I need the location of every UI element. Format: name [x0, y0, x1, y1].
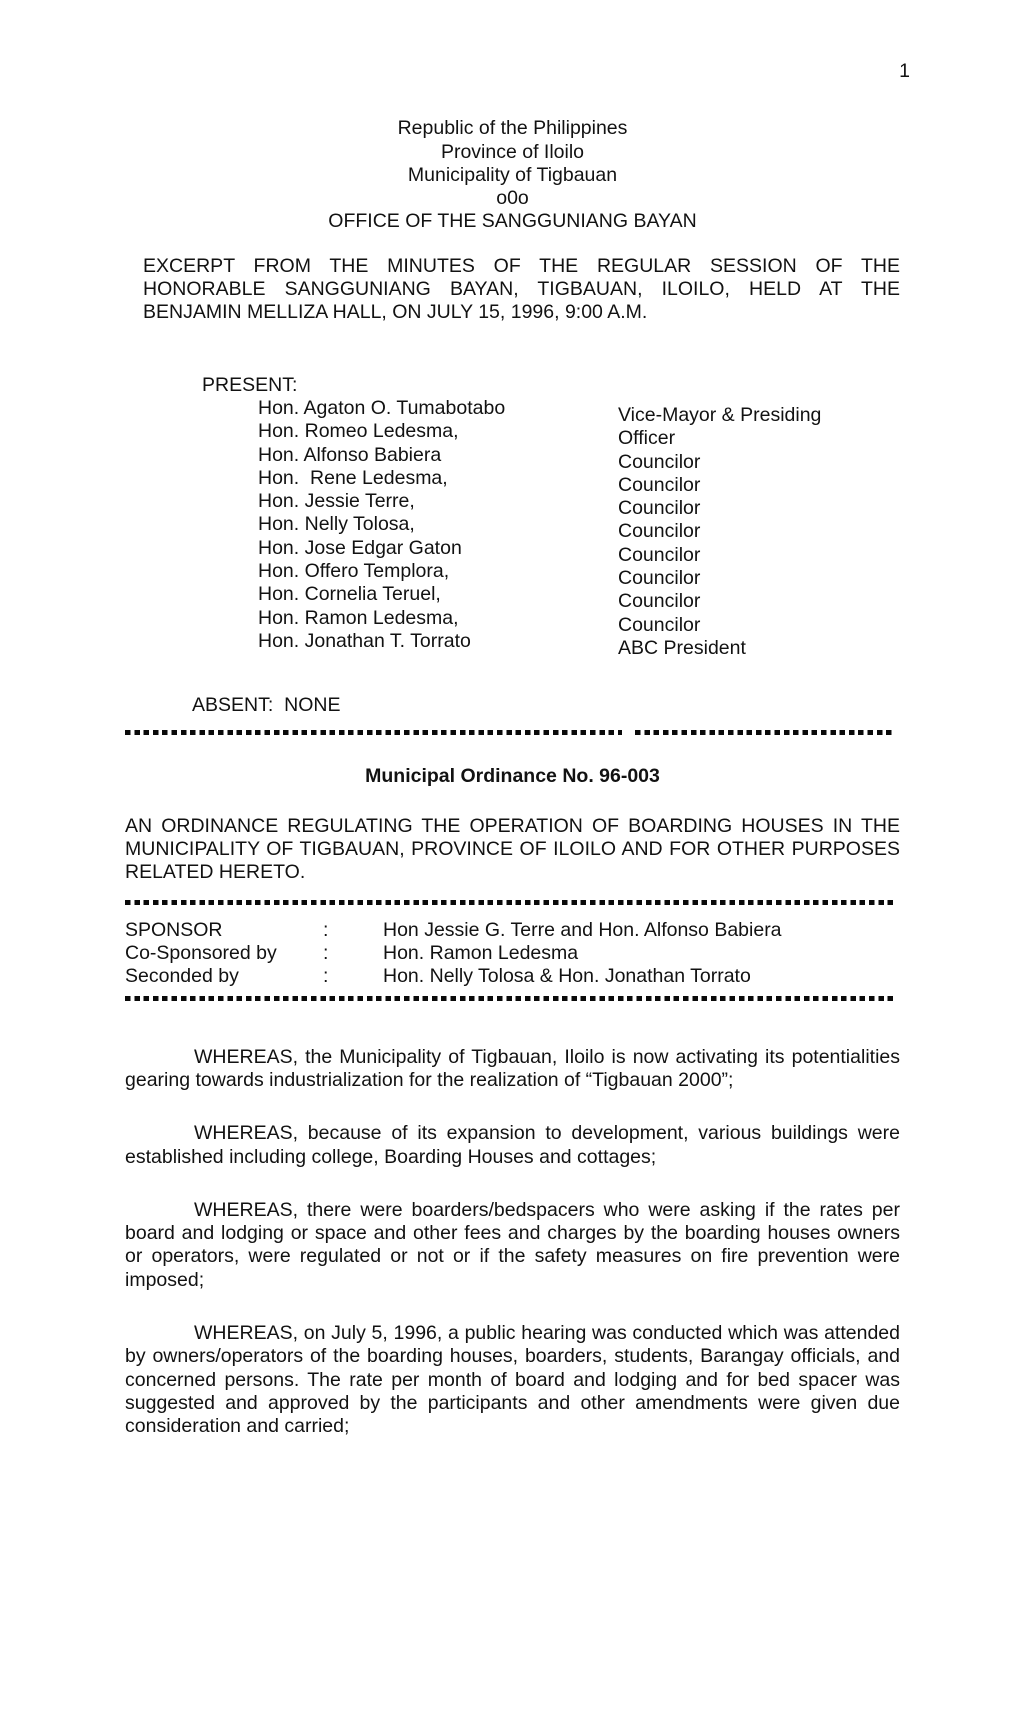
- ordinance-subject: AN ORDINANCE REGULATING THE OPERATION OF BOARDING HOUSES IN THE MUNICIPALITY OF TIGBAUAN, PROVINCE OF ILOILO AND FOR OTHER PURPOSES RELATED HERETO.: [125, 814, 900, 884]
- dashed-segment: [125, 730, 622, 735]
- header-line-province: Province of Iloilo: [440, 140, 585, 163]
- member-title: Councilor: [618, 567, 701, 590]
- document-content: [0, 117, 1023, 1438]
- sponsorship-row: [125, 965, 900, 988]
- member-title: Councilor: [618, 590, 701, 613]
- whereas-paragraph-3: WHEREAS, there were boarders/bedspacers who were asking if the rates per board and lodging or space and other fees and charges by the boarding houses owners or operators, were regulated or not or if the safety measures on fire prevention were imposed;: [125, 1198, 900, 1291]
- attendance-list: [125, 396, 900, 659]
- present-label: PRESENT:: [202, 373, 298, 396]
- member-title: Councilor: [618, 497, 701, 520]
- dashed-separator: [125, 996, 893, 1001]
- excerpt-paragraph: EXCERPT FROM THE MINUTES OF THE REGULAR SESSION OF THE HONORABLE SANGGUNIANG BAYAN, TIGBAUAN, ILOILO, HELD AT THE BENJAMIN MELLIZA HALL, ON JULY 15, 1996, 9:00 A.M.: [143, 254, 900, 324]
- sponsorship-row: [125, 942, 900, 965]
- header-line-ornament: o0o: [496, 187, 529, 210]
- member-title: Vice-Mayor & Presiding: [618, 403, 822, 426]
- member-title: Councilor: [618, 520, 701, 543]
- member-name: Hon. Nelly Tolosa,: [258, 513, 415, 536]
- sponsorship-row: [125, 919, 900, 942]
- member-name: Hon. Agaton O. Tumabotabo: [258, 396, 506, 419]
- member-name: Hon. Jessie Terre,: [258, 490, 415, 513]
- page-number: 1: [899, 60, 910, 82]
- member-title: Councilor: [618, 543, 701, 566]
- sponsorship-value: Hon. Ramon Ledesma: [383, 942, 579, 965]
- sponsorship-value: Hon Jessie G. Terre and Hon. Alfonso Babiera: [383, 918, 782, 941]
- document-page: [0, 60, 1023, 1724]
- dashed-segment: [635, 730, 893, 735]
- member-title: Councilor: [618, 613, 701, 636]
- sponsorship-label: SPONSOR: [125, 918, 223, 941]
- attendance-row: [258, 396, 900, 426]
- member-name: Hon. Rene Ledesma,: [258, 466, 448, 489]
- member-title: Officer: [618, 427, 676, 450]
- sponsorship-colon: :: [323, 942, 329, 965]
- member-name: Hon. Jose Edgar Gaton: [258, 536, 462, 559]
- member-name: Hon. Offero Templora,: [258, 560, 450, 583]
- whereas-paragraph-4: WHEREAS, on July 5, 1996, a public hearing was conducted which was attended by owners/operators of the boarding houses, boarders, students, Barangay officials, and concerned persons. The rate per month of board and lodging and for bed spacer was suggested and approved by the participants and other amendments were given due consideration and carried;: [125, 1321, 900, 1438]
- sponsorship-colon: :: [323, 918, 329, 941]
- dashed-separator: [125, 900, 893, 905]
- header-line-office: OFFICE OF THE SANGGUNIANG BAYAN: [328, 210, 697, 233]
- sponsorship-colon: :: [323, 965, 329, 988]
- sponsorship-label: Co-Sponsored by: [125, 942, 277, 965]
- member-title: Councilor: [618, 473, 701, 496]
- member-name: Hon. Ramon Ledesma,: [258, 606, 459, 629]
- sponsorship-value: Hon. Nelly Tolosa & Hon. Jonathan Torrato: [383, 965, 751, 988]
- whereas-paragraph-2: WHEREAS, because of its expansion to development, various buildings were established including college, Boarding Houses and cottages;: [125, 1122, 900, 1168]
- header-line-republic: Republic of the Philippines: [397, 117, 628, 140]
- member-name: Hon. Cornelia Teruel,: [258, 583, 441, 606]
- dashed-separator: [125, 730, 900, 735]
- member-name: Hon. Alfonso Babiera: [258, 443, 442, 466]
- document-header: [125, 117, 900, 233]
- member-title: Councilor: [618, 450, 701, 473]
- member-title: ABC President: [618, 636, 746, 659]
- header-line-municipality: Municipality of Tigbauan: [407, 163, 618, 186]
- whereas-paragraph-1: WHEREAS, the Municipality of Tigbauan, Iloilo is now activating its potentialities gearing towards industrialization for the realization of “Tigbauan 2000”;: [125, 1045, 900, 1091]
- member-name: Hon. Romeo Ledesma,: [258, 420, 459, 443]
- absent-line: ABSENT: NONE: [192, 694, 341, 717]
- sponsorship-label: Seconded by: [125, 965, 239, 988]
- sponsorship-table: [125, 919, 900, 989]
- ordinance-title: Municipal Ordinance No. 96-003: [365, 764, 660, 787]
- member-name: Hon. Jonathan T. Torrato: [258, 629, 471, 652]
